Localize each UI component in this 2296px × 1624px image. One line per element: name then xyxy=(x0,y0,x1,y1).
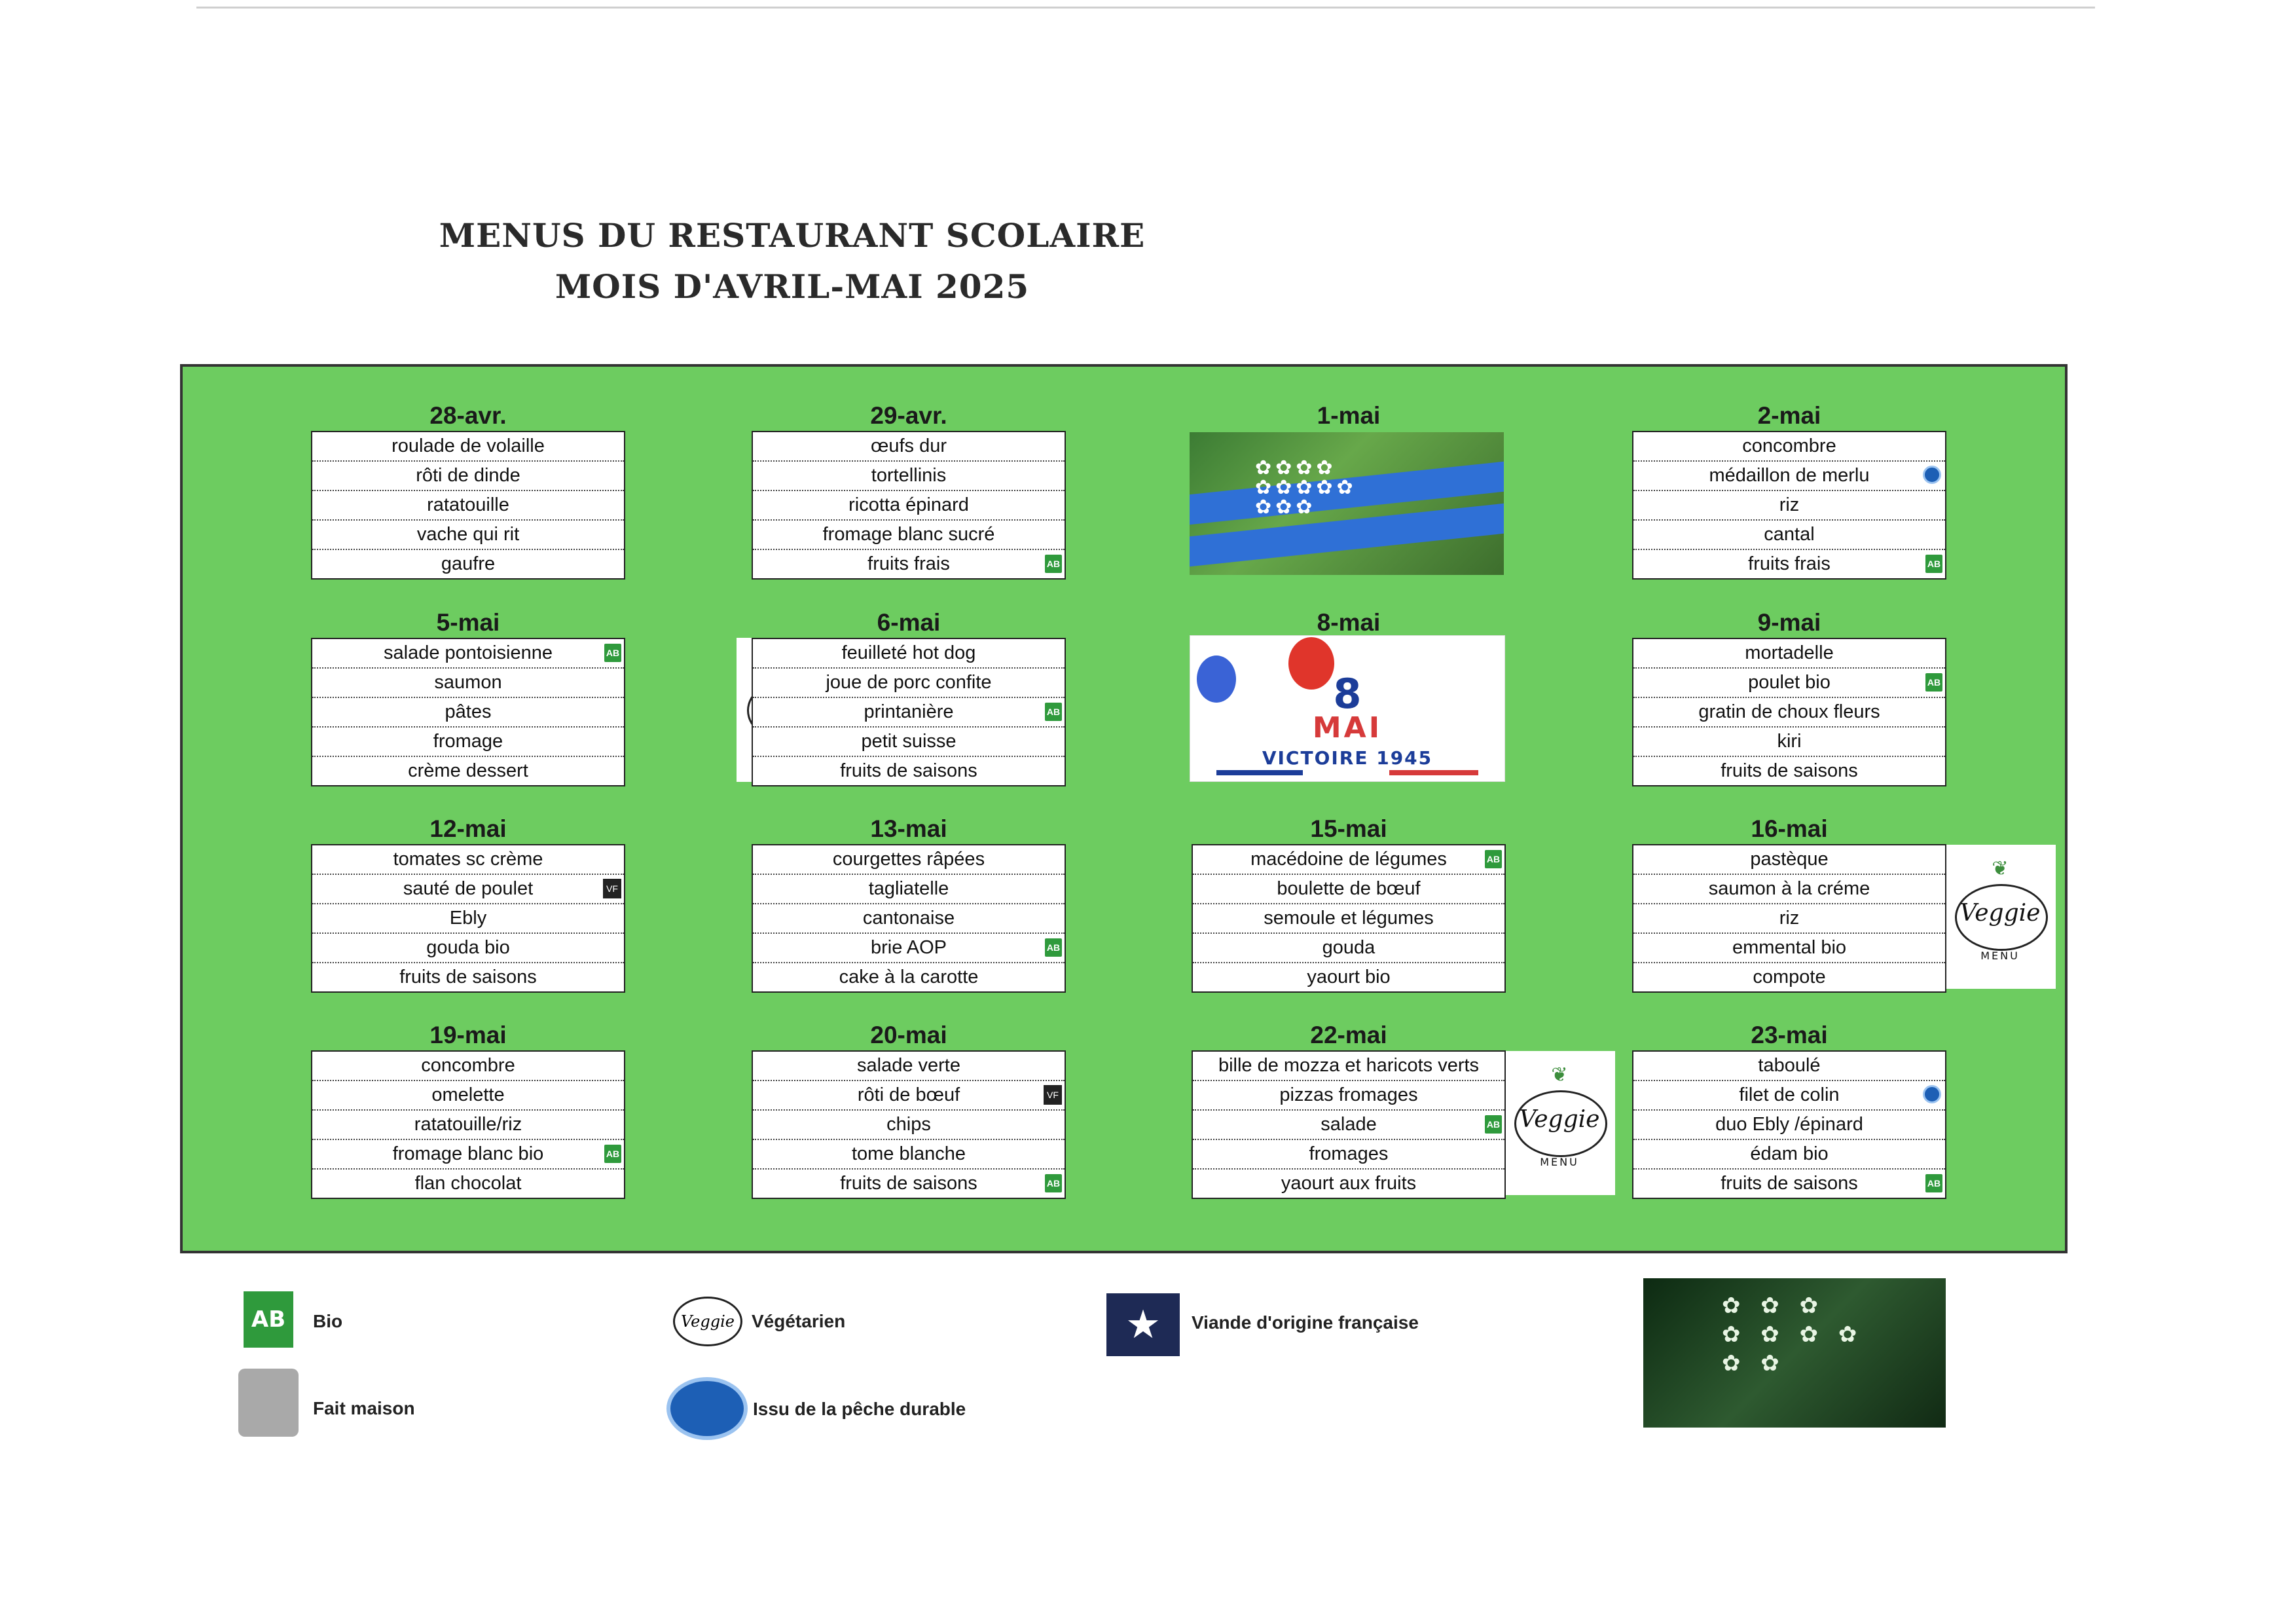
day-date: 6-mai xyxy=(877,609,941,636)
menu-item-label: pastèque xyxy=(1750,849,1829,870)
menu-item xyxy=(312,698,624,728)
bio-ab-icon: AB xyxy=(604,1145,621,1163)
menu-item-label: compote xyxy=(1753,967,1826,987)
menu-item xyxy=(1633,757,1945,785)
leaf-icon: ❦ xyxy=(1992,857,2009,880)
victoire-caption: VICTOIRE 1945 xyxy=(1262,747,1433,769)
menu-item-label: concombre xyxy=(1742,435,1836,456)
lily-of-the-valley-photo: ✿✿✿✿ ✿✿✿✿✿ ✿✿✿ xyxy=(1190,432,1504,575)
menu-item xyxy=(312,639,624,669)
day-date: 15-mai xyxy=(1310,815,1387,842)
day-date: 5-mai xyxy=(436,609,500,636)
menu-item xyxy=(1193,963,1504,991)
menu-list xyxy=(311,431,625,580)
viande-francaise-icon: VF xyxy=(603,879,621,898)
menu-item xyxy=(1193,934,1504,963)
bio-ab-icon: AB xyxy=(1485,1115,1502,1134)
menu-item xyxy=(1193,875,1504,904)
menu-list xyxy=(1192,1050,1506,1199)
page-title: MENUS DU RESTAURANT SCOLAIRE xyxy=(439,216,1146,255)
menu-item-label: fruits frais xyxy=(1748,553,1831,574)
menu-item xyxy=(1633,491,1945,521)
menu-item xyxy=(753,1111,1065,1140)
bio-ab-icon: AB xyxy=(1925,1174,1942,1192)
menu-item-label: flan chocolat xyxy=(414,1173,522,1194)
menu-item xyxy=(1633,1052,1945,1081)
bio-ab-icon: AB xyxy=(1045,703,1062,721)
menu-item xyxy=(753,1081,1065,1111)
bio-ab-icon: AB xyxy=(1045,1174,1062,1192)
menu-item xyxy=(1633,698,1945,728)
day-card xyxy=(1632,814,1946,993)
menu-item-label: édam bio xyxy=(1750,1143,1829,1164)
menu-item-label: omelette xyxy=(431,1084,505,1105)
day-card xyxy=(1192,1020,1506,1199)
day-card xyxy=(1632,401,1946,580)
date-month: MAI xyxy=(1312,711,1383,745)
menu-item-label: fruits de saisons xyxy=(840,1173,977,1194)
menu-list xyxy=(1632,844,1946,993)
menu-item-label: pizzas fromages xyxy=(1279,1084,1418,1105)
menu-item-label: saumon xyxy=(434,672,502,693)
bio-ab-icon: AB xyxy=(1925,555,1942,573)
menu-item-label: chips xyxy=(886,1114,931,1135)
menu-item-label: cantonaise xyxy=(862,908,955,929)
menu-item xyxy=(1633,875,1945,904)
menu-list xyxy=(311,1050,625,1199)
menu-item-label: yaourt bio xyxy=(1307,967,1391,987)
menu-item-label: riz xyxy=(1779,908,1800,929)
day-date: 12-mai xyxy=(429,815,507,842)
menu-item-label: gouda xyxy=(1322,937,1376,958)
menu-item-label: filet de colin xyxy=(1739,1084,1840,1105)
menu-item-label: feuilleté hot dog xyxy=(841,642,976,663)
menu-item xyxy=(312,1111,624,1140)
day-card xyxy=(752,1020,1066,1199)
menu-item-label: yaourt aux fruits xyxy=(1281,1173,1417,1194)
day-date: 9-mai xyxy=(1757,609,1821,636)
victoire-1945-image xyxy=(1190,635,1505,782)
peche-durable-icon xyxy=(1923,1085,1941,1103)
menu-item-label: macédoine de légumes xyxy=(1250,849,1447,870)
menu-item-label: ratatouille xyxy=(427,494,509,515)
menu-item xyxy=(312,875,624,904)
menu-item-label: fruits de saisons xyxy=(1721,760,1858,781)
page-subtitle: MOIS D'AVRIL-MAI 2025 xyxy=(555,267,1030,306)
menu-item xyxy=(1193,845,1504,875)
menu-item xyxy=(753,963,1065,991)
menu-list xyxy=(752,1050,1066,1199)
fait-maison-icon xyxy=(238,1369,299,1437)
menu-item-label: tagliatelle xyxy=(868,878,949,899)
menu-item xyxy=(1633,963,1945,991)
menu-item xyxy=(1633,639,1945,669)
menu-item xyxy=(753,1140,1065,1170)
menu-item xyxy=(753,845,1065,875)
day-date: 22-mai xyxy=(1310,1022,1387,1048)
menu-item xyxy=(1193,1170,1504,1198)
menu-item-label: semoule et légumes xyxy=(1264,908,1434,929)
legend-bio: Bio xyxy=(313,1311,343,1331)
menu-item xyxy=(1633,521,1945,550)
menu-item xyxy=(1633,728,1945,757)
menu-item xyxy=(312,845,624,875)
menu-item xyxy=(1193,1052,1504,1081)
menu-item-label: taboulé xyxy=(1758,1055,1821,1076)
lily-photo-legend: ✿ ✿ ✿ ✿ ✿ ✿ ✿ ✿ ✿ xyxy=(1643,1278,1946,1428)
menu-list xyxy=(1192,844,1506,993)
menu-item xyxy=(753,728,1065,757)
day-card xyxy=(752,814,1066,993)
menu-item-label: fromages xyxy=(1309,1143,1389,1164)
menu-item xyxy=(753,491,1065,521)
menu-item-label: tomates sc crème xyxy=(393,849,543,870)
menu-item-label: pâtes xyxy=(445,701,492,722)
veggie-icon: Veggie xyxy=(673,1297,742,1346)
leaf-icon: ❦ xyxy=(1551,1063,1568,1086)
menu-item xyxy=(1633,1081,1945,1111)
legend-peche: Issu de la pêche durable xyxy=(753,1399,966,1419)
menu-list xyxy=(752,844,1066,993)
menu-item xyxy=(1633,845,1945,875)
day-date: 29-avr. xyxy=(870,402,947,429)
menu-item-label: rôti de bœuf xyxy=(857,1084,960,1105)
menu-item xyxy=(753,550,1065,578)
menu-item xyxy=(753,669,1065,698)
menu-item-label: gouda bio xyxy=(426,937,510,958)
menu-item-label: salade pontoisienne xyxy=(384,642,553,663)
menu-item-label: œufs dur xyxy=(870,435,947,456)
menu-item-label: printanière xyxy=(864,701,954,722)
veggie-badge-22-mai: ❦ Veggie MENU xyxy=(1504,1051,1615,1195)
menu-item-label: fruits de saisons xyxy=(840,760,977,781)
menu-item-label: salade verte xyxy=(857,1055,960,1076)
menu-item xyxy=(312,963,624,991)
menu-item xyxy=(1633,1140,1945,1170)
viande-francaise-icon: VF xyxy=(1044,1085,1062,1105)
menu-item-label: boulette de bœuf xyxy=(1277,878,1421,899)
menu-item-label: brie AOP xyxy=(870,937,947,958)
menu-item-label: cake à la carotte xyxy=(839,967,979,987)
menu-item-label: sauté de poulet xyxy=(403,878,534,899)
menu-item xyxy=(312,1052,624,1081)
menu-item-label: fromage blanc bio xyxy=(392,1143,544,1164)
date-number: 8 xyxy=(1333,670,1362,718)
peche-durable-icon xyxy=(666,1377,748,1440)
menu-list xyxy=(1632,638,1946,786)
menu-item-label: tome blanche xyxy=(851,1143,966,1164)
day-card xyxy=(1192,401,1506,431)
day-card xyxy=(752,401,1066,580)
menu-item-label: kiri xyxy=(1777,731,1802,752)
menu-item xyxy=(1633,669,1945,698)
menu-list xyxy=(1632,431,1946,580)
peche-durable-icon xyxy=(1923,466,1941,484)
menu-item xyxy=(753,432,1065,462)
menu-item xyxy=(1633,462,1945,491)
menu-item-label: fromage blanc sucré xyxy=(822,524,995,545)
menu-item xyxy=(312,669,624,698)
menu-item xyxy=(312,521,624,550)
menu-item-label: joue de porc confite xyxy=(826,672,992,693)
menu-item xyxy=(312,432,624,462)
menu-list xyxy=(1632,1050,1946,1199)
day-date: 16-mai xyxy=(1751,815,1828,842)
menu-item xyxy=(1633,432,1945,462)
legend-viande: Viande d'origine française xyxy=(1192,1312,1419,1333)
menu-item xyxy=(312,462,624,491)
menu-item xyxy=(1193,1111,1504,1140)
menu-item xyxy=(312,1140,624,1170)
day-date: 23-mai xyxy=(1751,1022,1828,1048)
menu-item-label: concombre xyxy=(421,1055,515,1076)
menu-item xyxy=(1193,1140,1504,1170)
menu-item-label: petit suisse xyxy=(861,731,957,752)
menu-item-label: crème dessert xyxy=(408,760,528,781)
menu-item-label: Ebly xyxy=(449,908,487,929)
menu-item-label: roulade de volaille xyxy=(392,435,545,456)
viande-francaise-star-icon: ★ xyxy=(1106,1293,1180,1356)
day-date: 1-mai xyxy=(1317,402,1381,429)
day-card xyxy=(1632,1020,1946,1199)
menu-item xyxy=(312,728,624,757)
menu-item-label: duo Ebly /épinard xyxy=(1715,1114,1863,1135)
menu-item-label: gratin de choux fleurs xyxy=(1698,701,1880,722)
menu-item xyxy=(1633,904,1945,934)
day-card xyxy=(752,608,1066,786)
menu-item xyxy=(753,698,1065,728)
day-date: 28-avr. xyxy=(429,402,507,429)
menu-item xyxy=(312,1081,624,1111)
menu-item-label: fruits de saisons xyxy=(399,967,537,987)
day-card xyxy=(1632,608,1946,786)
bio-ab-icon: AB xyxy=(1045,555,1062,573)
bio-ab-icon: AB xyxy=(1045,938,1062,957)
menu-item-label: tortellinis xyxy=(871,465,947,486)
menu-item-label: emmental bio xyxy=(1732,937,1847,958)
day-date: 20-mai xyxy=(870,1022,947,1048)
menu-item-label: riz xyxy=(1779,494,1800,515)
menu-item-label: fromage xyxy=(433,731,503,752)
day-date: 8-mai xyxy=(1317,609,1381,636)
menu-item xyxy=(312,757,624,785)
menu-item xyxy=(312,904,624,934)
menu-item xyxy=(753,757,1065,785)
menu-item xyxy=(753,1170,1065,1198)
menu-list xyxy=(311,844,625,993)
menu-item-label: bille de mozza et haricots verts xyxy=(1218,1055,1480,1076)
day-date: 13-mai xyxy=(870,815,947,842)
menu-item xyxy=(753,934,1065,963)
menu-item-label: médaillon de merlu xyxy=(1709,465,1870,486)
menu-item-label: courgettes râpées xyxy=(832,849,985,870)
menu-item xyxy=(1193,904,1504,934)
menu-item-label: fruits frais xyxy=(867,553,950,574)
menu-item xyxy=(1633,1170,1945,1198)
menu-item xyxy=(312,934,624,963)
bio-ab-icon: AB xyxy=(244,1291,293,1348)
menu-item-label: ratatouille/riz xyxy=(414,1114,522,1135)
menu-item-label: poulet bio xyxy=(1748,672,1831,693)
scan-top-line xyxy=(196,7,2095,9)
menu-item xyxy=(753,462,1065,491)
menu-item xyxy=(1633,1111,1945,1140)
day-card xyxy=(1192,608,1506,638)
menu-item-label: rôti de dinde xyxy=(416,465,520,486)
menu-item-label: gaufre xyxy=(441,553,496,574)
menu-item xyxy=(753,1052,1065,1081)
menu-item-label: salade xyxy=(1321,1114,1377,1135)
day-card xyxy=(311,608,625,786)
menu-item-label: ricotta épinard xyxy=(848,494,969,515)
menu-list xyxy=(311,638,625,786)
menu-item-label: fruits de saisons xyxy=(1721,1173,1858,1194)
menu-item xyxy=(753,904,1065,934)
legend-vegetarien: Végétarien xyxy=(752,1311,846,1331)
bio-ab-icon: AB xyxy=(604,644,621,662)
menu-board xyxy=(180,364,2068,1253)
day-date: 2-mai xyxy=(1757,402,1821,429)
menu-item xyxy=(1633,550,1945,578)
day-card xyxy=(311,814,625,993)
menu-item xyxy=(312,491,624,521)
menu-item-label: mortadelle xyxy=(1745,642,1834,663)
menu-item xyxy=(753,521,1065,550)
bio-ab-icon: AB xyxy=(1925,673,1942,692)
menu-list xyxy=(752,638,1066,786)
menu-item-label: saumon à la créme xyxy=(1708,878,1870,899)
bio-ab-icon: AB xyxy=(1485,850,1502,868)
day-card xyxy=(311,401,625,580)
day-date: 19-mai xyxy=(429,1022,507,1048)
day-card xyxy=(1192,814,1506,993)
veggie-badge-16-mai: ❦ Veggie MENU xyxy=(1944,845,2056,989)
menu-item xyxy=(753,639,1065,669)
menu-list xyxy=(752,431,1066,580)
day-card xyxy=(311,1020,625,1199)
menu-item xyxy=(753,875,1065,904)
menu-item-label: cantal xyxy=(1764,524,1815,545)
menu-item xyxy=(1193,1081,1504,1111)
menu-item xyxy=(312,1170,624,1198)
menu-item xyxy=(1633,934,1945,963)
legend-fait-maison: Fait maison xyxy=(313,1398,415,1418)
menu-item xyxy=(312,550,624,578)
menu-item-label: vache qui rit xyxy=(416,524,520,545)
